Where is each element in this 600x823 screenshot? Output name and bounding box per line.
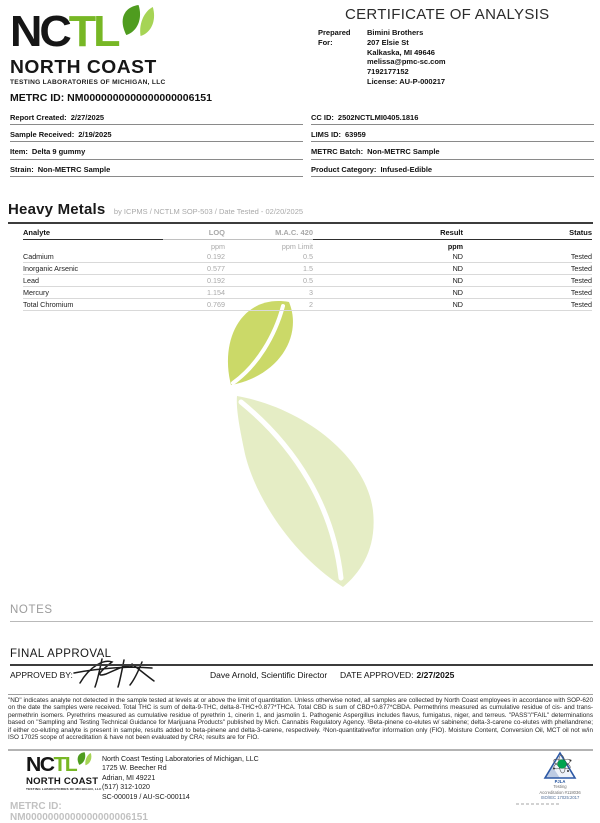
info-report-created (10, 108, 303, 125)
client-details (367, 28, 446, 87)
analyte-name: Lead (23, 276, 39, 285)
analyte-status: Tested (570, 300, 592, 309)
info-sample-received (10, 125, 303, 142)
analyte-loq: 1.154 (207, 288, 225, 297)
analyte-mac: 0.5 (303, 252, 313, 261)
final-approval-heading: FINAL APPROVAL (10, 648, 593, 666)
table-units-row (23, 240, 592, 251)
pjla-accreditation-number: Accreditation #118036 (539, 789, 581, 795)
analyte-result: ND (452, 264, 463, 273)
logo-nc: NC (10, 7, 69, 56)
client-email: melissa@pmc-sc.com (367, 57, 446, 67)
logo-tagline: TESTING LABORATORIES OF MICHIGAN, LLC (10, 79, 166, 86)
prepared-for-block (318, 28, 446, 87)
info-label: LIMS ID: (311, 130, 341, 140)
info-value: Delta 9 gummy (31, 147, 86, 157)
analyte-result: ND (452, 252, 463, 261)
table-header-row (23, 228, 592, 240)
metrc-id-label: METRC ID: (10, 92, 65, 104)
analyte-mac: 2 (309, 300, 313, 309)
analyte-result: ND (452, 288, 463, 297)
unit-result: ppm (447, 242, 463, 251)
next-page-text-cutoff: METRC ID: NM0000000000000000006151 (10, 801, 148, 823)
analyte-mac: 1.5 (303, 264, 313, 273)
table-row (23, 251, 592, 263)
lab-city: Adrian, MI 49221 (102, 774, 156, 782)
unit-blank (463, 242, 592, 251)
sample-info-right-column (311, 108, 594, 177)
heavy-metals-table (23, 228, 592, 311)
analyte-status: Tested (570, 288, 592, 297)
client-street: 207 Elsie St (367, 37, 409, 47)
pjla-logo-icon (524, 752, 596, 779)
info-value: Infused-Edible (380, 164, 433, 174)
pjla-org: PJLA (554, 779, 566, 784)
info-product-category (311, 160, 594, 177)
metrc-id-line (10, 92, 212, 104)
footer-logo-name: NORTH COAST (26, 776, 99, 786)
footer-nctl-logo (26, 755, 102, 791)
analyte-loq: 0.192 (207, 276, 225, 285)
nctl-logo-letters (10, 7, 169, 56)
analyte-name: Cadmium (23, 252, 54, 261)
analyte-status: Tested (570, 252, 592, 261)
info-label: CC ID: (311, 113, 334, 122)
analyte-mac: 3 (309, 288, 313, 297)
info-metrc-batch (311, 142, 594, 159)
analyte-name: Inorganic Arsenic (23, 264, 79, 273)
info-value: 2/19/2025 (78, 130, 112, 140)
client-city: Kalkaska, MI 49646 (367, 47, 435, 57)
leaf-watermark-icon (215, 296, 385, 596)
client-license: License: AU-P-000217 (367, 76, 446, 86)
footer-logo-leaf-icon (75, 750, 92, 770)
analyte-status: Tested (570, 264, 592, 273)
notes-heading: NOTES (10, 604, 593, 622)
lab-address-block (102, 755, 259, 802)
col-status: Status (463, 228, 592, 240)
approver-name-title: Dave Arnold, Scientific Director (210, 670, 328, 680)
footer-logo-tl: TL (53, 754, 77, 776)
info-value: 2/27/2025 (70, 113, 105, 122)
nctl-logo (10, 7, 166, 86)
info-label: METRC Batch: (311, 147, 364, 157)
analyte-mac: 0.5 (303, 276, 313, 285)
info-label: Strain: (10, 164, 34, 174)
footer-logo-letters (26, 755, 106, 775)
client-phone: 7192177152 (367, 67, 409, 77)
metrc-id-value: NM0000000000000000006151 (67, 92, 212, 104)
heavy-metals-section-header (8, 201, 593, 224)
info-label: Report Created: (10, 113, 67, 122)
footer-logo-nc: NC (26, 754, 54, 776)
analyte-loq: 0.769 (207, 300, 225, 309)
approved-by-label: APPROVED BY: (10, 670, 73, 680)
info-strain (10, 160, 303, 177)
pjla-testing: Testing (553, 784, 567, 790)
info-label: Product Category: (311, 164, 377, 174)
pjla-iso: ISO/IEC 17025:2017 (540, 795, 580, 801)
date-approved-value: 2/27/2025 (416, 670, 455, 680)
prepared-for-label: Prepared For: (318, 28, 351, 47)
lab-company: North Coast Testing Laboratories of Michigan, LLC (102, 756, 259, 763)
footer-logo-tagline: TESTING LABORATORIES OF MICHIGAN, LLC (26, 787, 102, 791)
info-label: Item: (10, 147, 28, 157)
certificate-title: CERTIFICATE OF ANALYSIS (345, 6, 550, 23)
info-value: 63959 (345, 130, 366, 140)
analyte-status: Tested (570, 276, 592, 285)
analyte-result: ND (452, 276, 463, 285)
heavy-metals-title: Heavy Metals (8, 201, 106, 218)
table-row (23, 287, 592, 299)
unit-blank (23, 242, 163, 251)
heavy-metals-method: by ICPMS / NCTLM SOP-503 / Date Tested - 02/20/2025 (113, 207, 304, 216)
lab-street: 1725 W. Beecher Rd (102, 765, 167, 773)
sample-info-left-column (10, 108, 303, 177)
unit-loq: ppm (211, 242, 225, 251)
date-approved-label: DATE APPROVED: (340, 670, 414, 680)
section-rule (8, 222, 593, 224)
logo-leaf-icon (116, 1, 155, 45)
col-analyte: Analyte (23, 228, 163, 240)
pjla-accreditation-badge (524, 752, 596, 801)
info-label: Sample Received: (10, 130, 75, 140)
lab-phone: (517) 312-1020 (102, 784, 150, 792)
analyte-loq: 0.577 (207, 264, 225, 273)
col-result: Result (313, 228, 463, 240)
approval-divider (8, 694, 593, 695)
info-item (10, 142, 303, 159)
analyte-loq: 0.192 (207, 252, 225, 261)
footer-divider (8, 749, 593, 751)
logo-company-name: NORTH COAST (10, 56, 157, 77)
logo-tl: TL (68, 7, 118, 56)
analyte-name: Total Chromium (23, 300, 74, 309)
disclaimer-text: "ND" indicates analyte not detected in the sample tested at levels at or above the limit of quantitation. Unless otherwise noted, all samples are collected by North Coast employees in accordance with SOP-620 on the date the samples were received. Total THC is sum of delta-9-THC, delta-8-THC+0.877*THCA. Total CBD is sum of CBD+0.877*CBDA. Permethrins measured as cumulative residue of cis- and trans-permethrin isomers. Pyrethrins measured as cumulative residue of pyrethrin 1, cinerin 1, and jasmolin 1. Pathogenic Aspergillus includes flavus, fumigatus, niger, and terreus. "PASS"/"FAIL" determinations based on "Sampling and Testing Technical Guidance for Marijuana Products" published by Mich. Cannabis Regulatory Agency. ¹Beta-pinene co-elutes w/ sabinene; delta-3-carene co-elutes with phellandrene; if either co-eluting analyte is present in sample, results added to beta-pinene and delta-3-carene, respectively. ²Non-quantitative/for information only (FIO). Moisture Content, Conversion Oil, MCT oil not w/in ISO 17025 scope of accreditation & have not been evaluated by CRA; results are for FIO. (8, 697, 593, 742)
unit-mac: ppm Limit (281, 242, 313, 251)
table-row (23, 299, 592, 311)
col-mac: M.A.C. 420 (225, 228, 313, 240)
date-approved-line (340, 670, 454, 680)
col-loq: LOQ (163, 228, 225, 240)
sample-info-grid (10, 108, 594, 177)
page-number-cutoff (516, 803, 560, 805)
info-value: 2502NCTLMI0405.1816 (337, 113, 419, 122)
client-name: Bimini Brothers (367, 28, 424, 37)
table-row (23, 263, 592, 275)
info-value: Non-METRC Sample (37, 164, 111, 174)
lab-licenses: SC-000019 / AU-SC-000114 (102, 793, 190, 801)
info-lims-id (311, 125, 594, 142)
analyte-name: Mercury (23, 288, 49, 297)
table-row (23, 275, 592, 287)
info-value: Non-METRC Sample (367, 147, 440, 157)
info-cc-id (311, 108, 594, 125)
analyte-result: ND (452, 300, 463, 309)
